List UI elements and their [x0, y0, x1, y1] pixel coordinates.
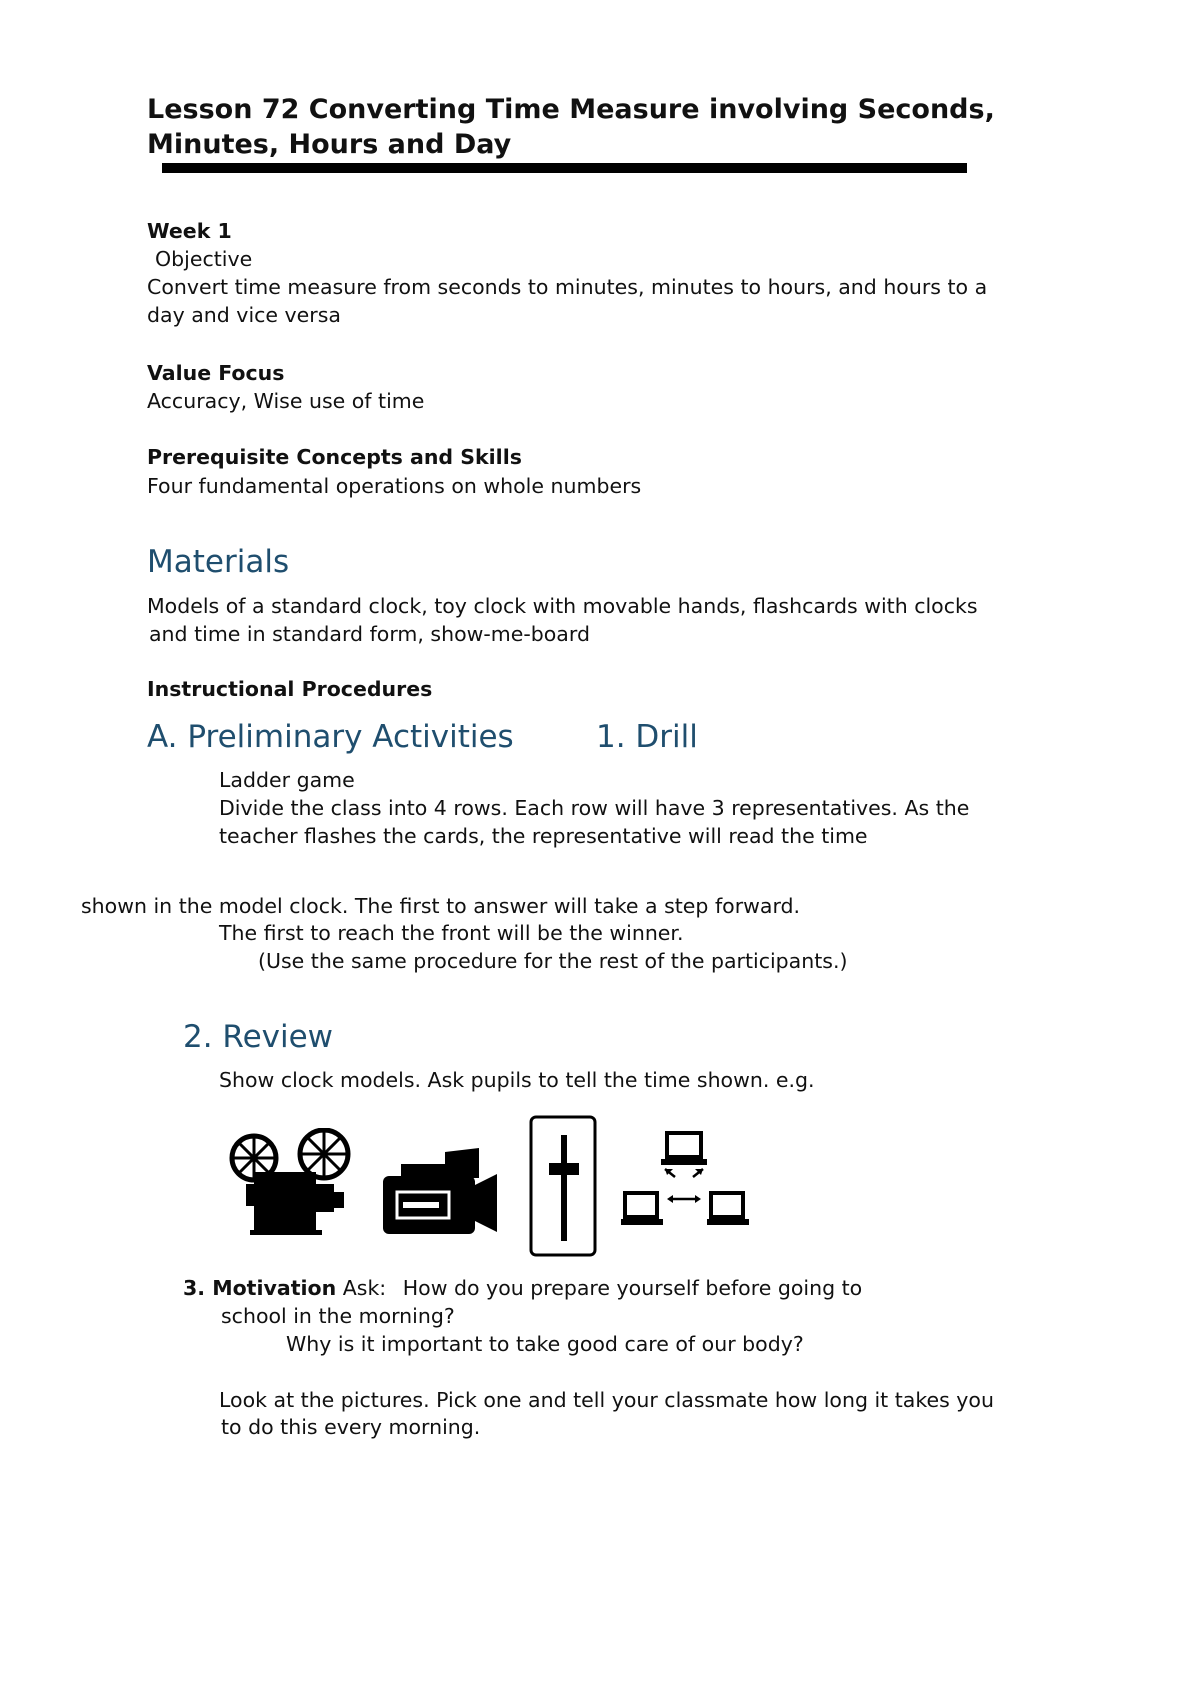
motivation-question-1-continued: school in the morning? — [221, 1304, 455, 1328]
motivation-prompt-line-1: Look at the pictures. Pick one and tell your classmate how long it takes you — [219, 1388, 994, 1412]
value-focus-heading: Value Focus — [147, 361, 285, 385]
drill-line-2: Divide the class into 4 rows. Each row will have 3 representatives. As the — [219, 796, 970, 820]
video-camera-icon — [383, 1146, 499, 1236]
motivation-label: 3. Motivation — [183, 1276, 337, 1300]
motivation-question-1: How do you prepare yourself before going to — [402, 1276, 863, 1300]
drill-line-4: shown in the model clock. The first to answer will take a step forward. — [81, 894, 801, 918]
procedures-heading: Instructional Procedures — [147, 677, 433, 701]
film-projector-icon — [226, 1128, 358, 1236]
drill-heading: 1. Drill — [596, 719, 698, 755]
materials-text-line-1: Models of a standard clock, toy clock with movable hands, flashcards with clocks — [147, 594, 978, 618]
preliminary-heading: A. Preliminary Activities — [147, 719, 514, 755]
materials-heading: Materials — [147, 544, 290, 580]
review-heading: 2. Review — [183, 1019, 334, 1055]
page-title-line-2: Minutes, Hours and Day — [147, 129, 512, 160]
drill-line-3: teacher flashes the cards, the representative will read the time — [219, 824, 868, 848]
motivation-ask: Ask: — [342, 1276, 387, 1300]
objective-text-line-2: day and vice versa — [147, 303, 341, 327]
objective-text-line-1: Convert time measure from seconds to minutes, minutes to hours, and hours to a — [147, 275, 988, 299]
motivation-prompt-line-2: to do this every morning. — [221, 1415, 481, 1439]
value-focus-text: Accuracy, Wise use of time — [147, 389, 425, 413]
objective-label: Objective — [155, 247, 253, 271]
drill-line-5: The first to reach the front will be the winner. — [219, 921, 684, 945]
page-title-line-1: Lesson 72 Converting Time Measure involving Seconds, — [147, 94, 995, 125]
slider-control-icon — [529, 1115, 597, 1257]
prerequisite-text: Four fundamental operations on whole numbers — [147, 474, 642, 498]
drill-line-6: (Use the same procedure for the rest of the participants.) — [258, 949, 848, 973]
motivation-question-2: Why is it important to take good care of our body? — [286, 1332, 804, 1356]
prerequisite-heading: Prerequisite Concepts and Skills — [147, 445, 522, 469]
materials-text-line-2: and time in standard form, show-me-board — [149, 622, 590, 646]
review-text: Show clock models. Ask pupils to tell the time shown. e.g. — [219, 1068, 815, 1092]
title-underline — [162, 163, 967, 173]
drill-line-1: Ladder game — [219, 768, 355, 792]
motivation-line-1 — [183, 1274, 862, 1302]
network-computers-icon — [621, 1129, 749, 1233]
week-label: Week 1 — [147, 219, 232, 243]
